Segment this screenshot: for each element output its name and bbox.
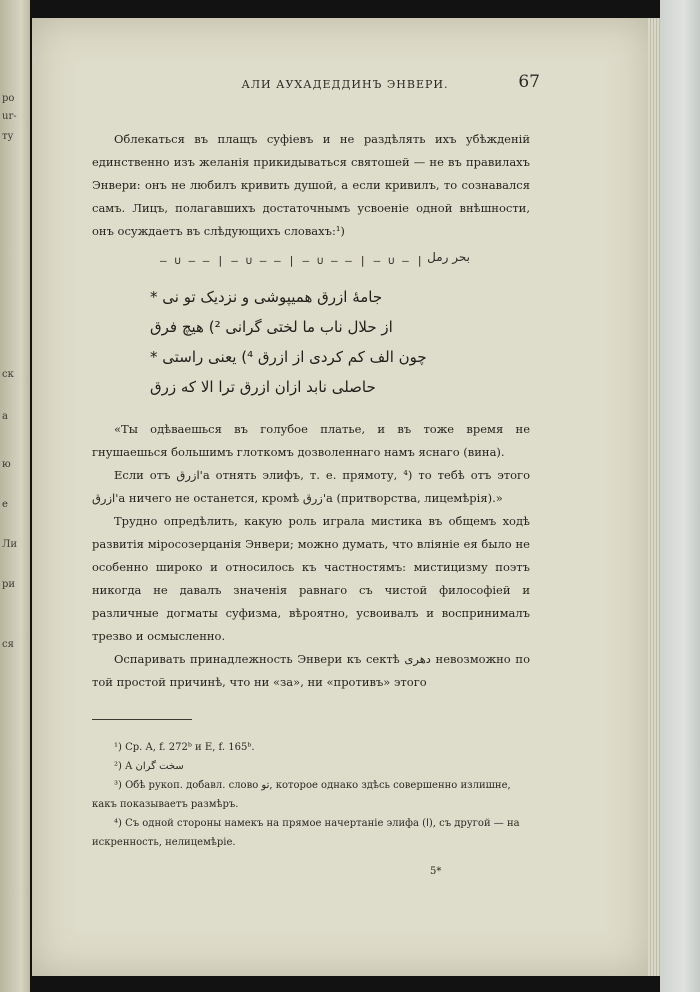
- signature-mark: 5*: [430, 866, 442, 877]
- analysis-paragraph: Трудно опредѣлить, какую роль играла мистика въ общемъ ходѣ развитія міросозерцанія Энвери; можно думать, что вліяніе ея было не особенно широко и относилось къ частностямъ: мистицизму поэтъ никогда не давалъ значенія равнаго съ чистой философіей и различные догматы суфизма, вѣроятно, усвоивалъ и воспринималъ трезво и осмысленно.: [92, 514, 530, 643]
- translation-and-analysis: [92, 418, 530, 694]
- persian-word-azraq: ازرق: [176, 468, 200, 482]
- footnotes: [92, 738, 530, 852]
- running-head: АЛИ АУХАДЕДДИНЪ ЭНВЕРИ.: [241, 78, 449, 91]
- book-cover-edge: [660, 0, 700, 992]
- intro-paragraph: [92, 128, 530, 243]
- left-fragment: ри: [2, 579, 16, 590]
- verse-line: چون الف کم کردی از ازرق ⁴) یعنی راستی *: [150, 348, 427, 366]
- left-fragment: ту: [2, 131, 14, 142]
- left-fragment: Ли: [2, 539, 18, 550]
- left-fragment: ск: [2, 369, 14, 380]
- footnote: ¹) Ср. A, f. 272ᵇ и E, f. 165ᵇ.: [114, 742, 255, 753]
- verse-line: حاصلی نابد ازان ازرق ترا الا که زرق: [150, 378, 376, 396]
- left-fragment: е: [2, 499, 8, 510]
- footnote-rule: [92, 719, 192, 720]
- left-fragment: а: [2, 411, 8, 422]
- page-block-edge: [648, 18, 660, 976]
- translation-line: Если отъ ازرق'а отнять элифъ, т. е. прямоту, ⁴) то тебѣ отъ этого ازرق'а ничего не останется, кромѣ زرق'а (притворства, лицемѣрія).»: [92, 468, 530, 505]
- translation-line: «Ты одѣваешься въ голубое платье, и въ тоже время не гнушаешься большимъ глоткомъ дозволеннаго намъ яснаго (вина).: [92, 422, 530, 459]
- footnote: ⁴) Съ одной стороны намекъ на прямое начертаніе элифа (ا), съ другой — на искренность, нелицемѣріе.: [92, 818, 520, 848]
- left-fragment: ро: [2, 93, 15, 104]
- analysis-paragraph: Оспаривать принадлежность Энвери къ сектѣ دهری невозможно по той простой причинѣ, что ни «за», ни «противъ» этого: [92, 652, 530, 689]
- verse-line: جامهٔ ازرق همیپوشی و نزدیک تو نی *: [150, 288, 383, 306]
- intro-text: Облекаться въ плащъ суфіевъ и не раздѣлять ихъ убѣжденій единственно изъ желанія прикидываться святошей — не въ правилахъ Энвери: онъ не любилъ кривить душой, а если кривилъ, то сознавался самъ. Лицъ, полагавшихъ достаточнымъ усвоеніе одной внѣшности, онъ осуждаетъ въ слѣдующихъ словахъ:¹): [92, 132, 530, 238]
- footnote: ²) A سخت گران: [114, 761, 184, 772]
- persian-word-azraq: ازرق: [92, 491, 116, 505]
- meter-name: بحر رمل: [427, 250, 470, 264]
- persian-word-zarq: زرق: [302, 491, 323, 505]
- verse-line: از حلال ناب ما لختی گرانی ²) هیچ فرق: [150, 318, 393, 336]
- page-number: 67: [518, 72, 540, 92]
- meter-scheme: — ∪ — — | — ∪ — — | — ∪ — — | — ∪ — |: [160, 254, 424, 267]
- persian-word-dahri: دهری: [404, 652, 431, 666]
- left-fragment: ur-: [2, 111, 17, 122]
- left-fragment: ся: [2, 639, 14, 650]
- previous-page-edge: [0, 0, 30, 992]
- footnote-persian: تو: [261, 780, 270, 791]
- footnote: ³) Обѣ рукоп. добавл. слово تو, которое однако здѣсь совершенно излишне, какъ показываетъ размѣръ.: [92, 780, 511, 810]
- footnote-persian: سخت گران: [135, 761, 184, 772]
- left-fragment: ю: [2, 459, 11, 470]
